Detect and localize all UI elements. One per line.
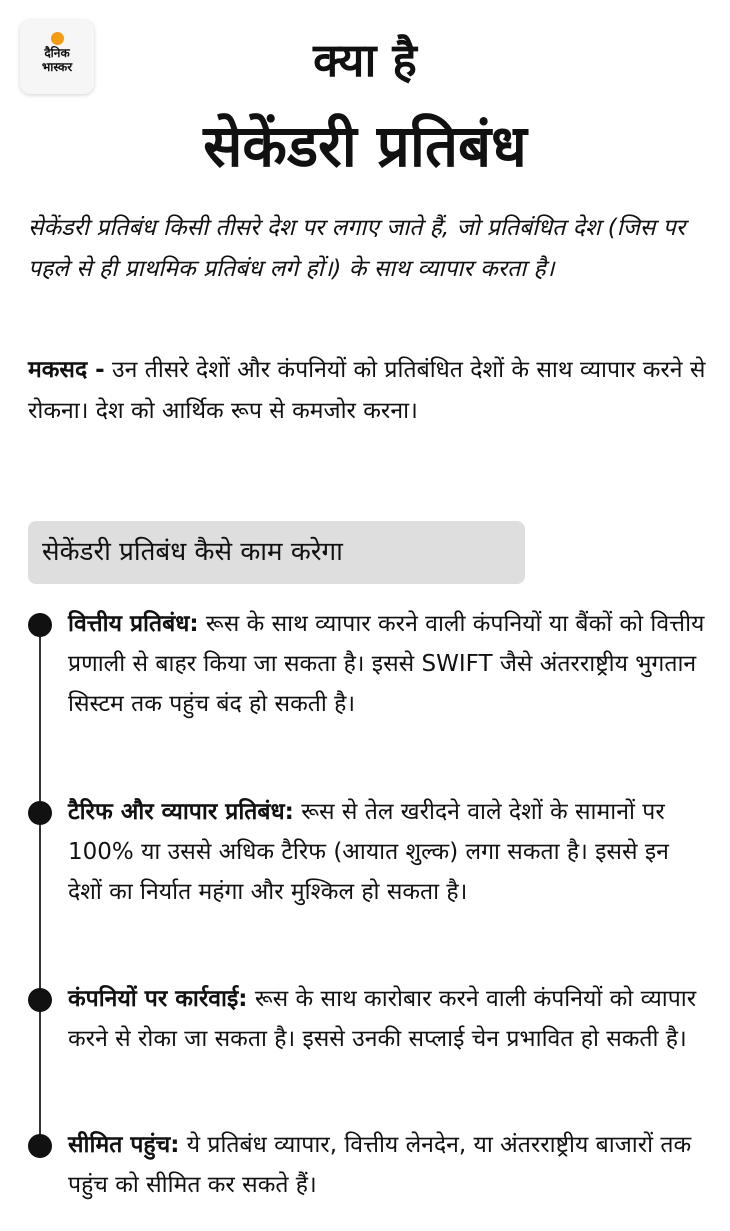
page-title-line-1: क्या है <box>313 33 417 87</box>
bullet-dot-icon <box>28 613 52 637</box>
list-item-financial <box>68 604 708 724</box>
item-label: वित्तीय प्रतिबंध: <box>68 611 199 637</box>
list-item-tariff <box>68 792 708 912</box>
list-item-limited-access <box>68 1125 708 1205</box>
bullet-dot-icon <box>28 1134 52 1158</box>
purpose-label: मकसद - <box>28 357 105 383</box>
item-label: टैरिफ और व्यापार प्रतिबंध: <box>68 799 294 825</box>
section-header <box>28 521 525 584</box>
list-item-companies <box>68 979 708 1059</box>
bullet-dot-icon <box>28 801 52 825</box>
purpose-paragraph <box>28 350 708 432</box>
item-label: कंपनियों पर कार्रवाई: <box>68 986 248 1012</box>
page-title-line-2: सेकेंडरी प्रतिबंध <box>203 112 527 180</box>
logo-line-1: दैनिक <box>44 46 70 60</box>
item-label: सीमित पहुंच: <box>68 1132 180 1158</box>
logo-line-2: भास्कर <box>41 60 73 74</box>
item-text: ये प्रतिबंध व्यापार, वित्तीय लेनदेन, या अंतरराष्ट्रीय बाजारों तक पहुंच को सीमित कर सकते हैं। <box>68 1132 692 1198</box>
section-title: सेकेंडरी प्रतिबंध कैसे काम करेगा <box>42 537 343 567</box>
purpose-text: उन तीसरे देशों और कंपनियों को प्रतिबंधित देशों के साथ व्यापार करने से रोकना। देश को आर्थिक रूप से कमजोर करना। <box>28 357 706 424</box>
item-text: रूस के साथ व्यापार करने वाली कंपनियों या बैंकों को वित्तीय प्रणाली से बाहर किया जा सकता है। इससे SWIFT जैसे अंतरराष्ट्रीय भुगतान सिस्टम तक पहुंच बंद हो सकती है। <box>68 611 705 717</box>
intro-paragraph: सेकेंडरी प्रतिबंध किसी तीसरे देश पर लगाए जाते हैं, जो प्रतिबंधित देश (जिस पर पहले से ही प्राथमिक प्रतिबंध लगे हों।) के साथ व्यापार करता है। <box>28 215 686 282</box>
item-text: रूस से तेल खरीदने वाले देशों के सामानों पर 100% या उससे अधिक टैरिफ (आयात शुल्क) लगा सकता है। इससे इन देशों का निर्यात महंगा और मुश्किल हो सकता है। <box>68 799 669 905</box>
item-text: रूस के साथ कारोबार करने वाली कंपनियों को व्यापार करने से रोका जा सकता है। इससे उनकी सप्लाई चेन प्रभावित हो सकती है। <box>68 986 697 1052</box>
timeline-line <box>39 630 41 1155</box>
bullet-dot-icon <box>28 988 52 1012</box>
